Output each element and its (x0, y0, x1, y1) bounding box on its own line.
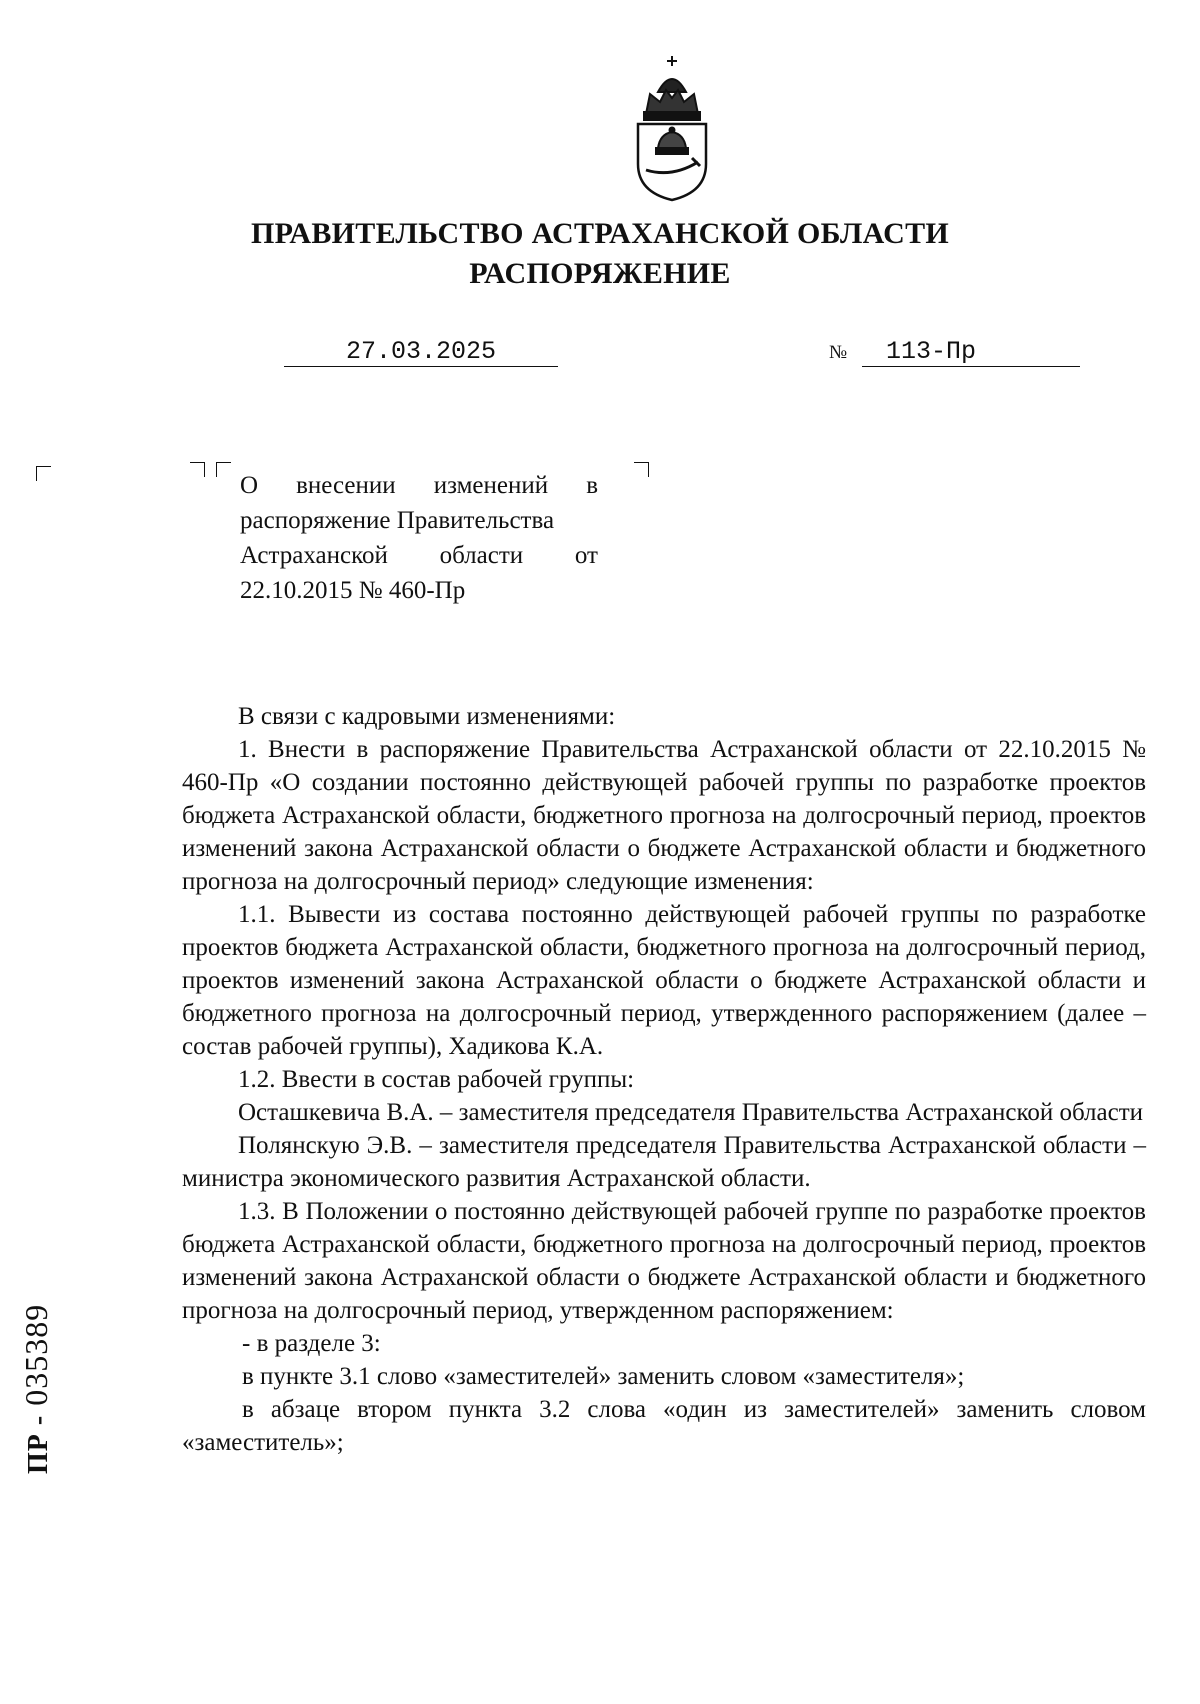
document-number: 113-Пр (862, 338, 1080, 367)
body-paragraph: в абзаце втором пункта 3.2 слова «один из заместителей» заменить словом «заместитель»; (182, 1396, 1146, 1456)
document-date: 27.03.2025 (284, 338, 558, 367)
body-paragraph: 1. Внести в распоряжение Правительства Астраханской области от 22.10.2015 № 460-Пр «О создании постоянно действующей рабочей группы по разработке проектов бюджета Астраханской области, бюджетного прогноза на долгосрочный период, проектов изменений закона Астраханской области о бюджете Астраханской области и бюджетного прогноза на долгосрочный период» следующие изменения: (182, 736, 1146, 895)
subject-line: Астраханской области от (240, 542, 598, 569)
subject-line: 22.10.2015 № 460-Пр (240, 577, 466, 604)
number-label: № (829, 342, 848, 363)
side-serial-number (16, 1274, 56, 1474)
subject-corner-mark (190, 462, 205, 477)
body-paragraph: 1.3. В Положении о постоянно действующей рабочей группе по разработке проектов бюджета Астраханской области, бюджетного прогноза на долгосрочный период, проектов изменений закона Астраханской области о бюджете Астраханской области и бюджетного прогноза на долгосрочный период, утвержденном распоряжением: (182, 1198, 1146, 1324)
body-paragraph: В связи с кадровыми изменениями: (238, 703, 616, 730)
subject-line: О внесении изменений в (240, 472, 598, 499)
organization-name: ПРАВИТЕЛЬСТВО АСТРАХАНСКОЙ ОБЛАСТИ (250, 217, 950, 250)
body-paragraph: Полянскую Э.В. – заместителя председателя Правительства Астраханской области – министра экономического развития Астраханской области. (182, 1132, 1146, 1192)
document-subject (240, 468, 598, 608)
body-paragraph: Осташкевича В.А. – заместителя председателя Правительства Астраханской области (238, 1099, 1144, 1126)
document-body (182, 700, 1146, 1459)
margin-corner-mark (36, 466, 51, 481)
coat-of-arms-emblem (628, 52, 716, 202)
document-header (0, 214, 1200, 294)
document-type: РАСПОРЯЖЕНИЕ (469, 257, 731, 290)
body-paragraph: 1.2. Ввести в состав рабочей группы: (238, 1066, 635, 1093)
subject-corner-mark (634, 462, 649, 477)
subject-line: распоряжение Правительства (240, 507, 555, 534)
body-paragraph: в пункте 3.1 слово «заместителей» заменить словом «заместителя»; (242, 1363, 965, 1390)
serial-prefix: ПР - (23, 1414, 54, 1474)
body-paragraph: 1.1. Вывести из состава постоянно действующей рабочей группы по разработке проектов бюджета Астраханской области, бюджетного прогноза на долгосрочный период, проектов изменений закона Астраханской области о бюджете Астраханской области и бюджетного прогноза на долгосрочный период, утвержденного распоряжением (далее – состав рабочей группы), Хадикова К.А. (182, 901, 1146, 1060)
subject-corner-mark (216, 462, 231, 477)
body-paragraph: - в разделе 3: (242, 1330, 381, 1357)
serial-number: 035389 (18, 1303, 54, 1406)
